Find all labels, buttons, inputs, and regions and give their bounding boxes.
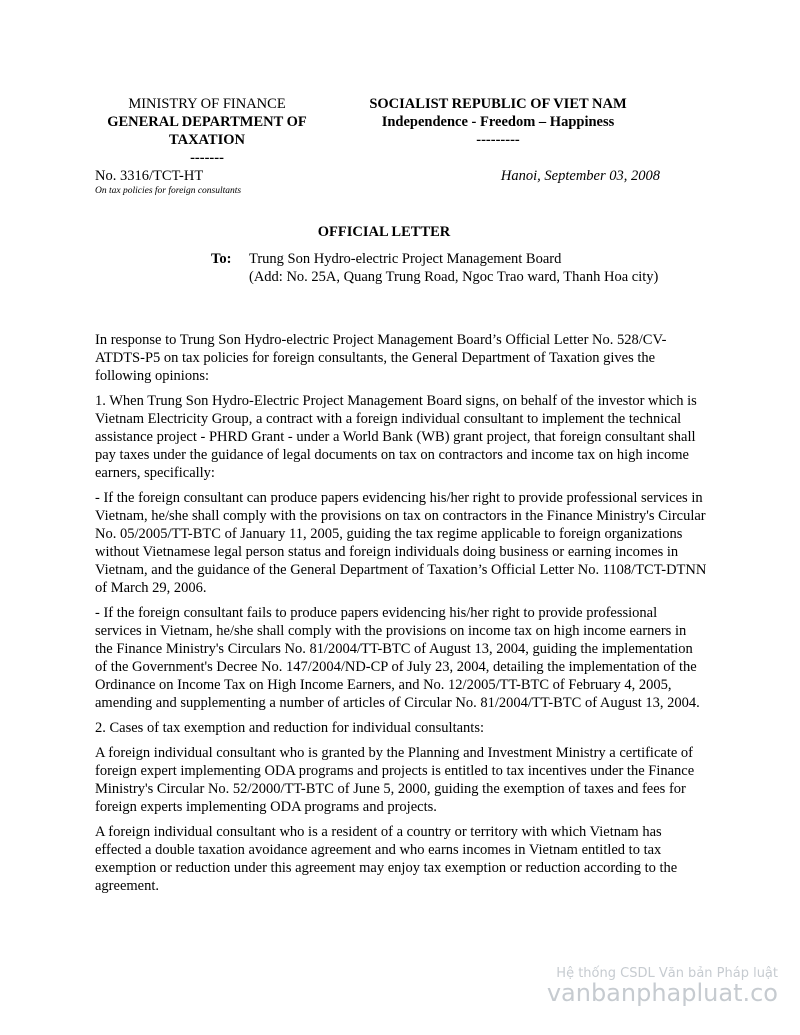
department-name-line2: TAXATION bbox=[169, 132, 245, 148]
recipient-label: To: bbox=[211, 251, 232, 267]
body-paragraph: A foreign individual consultant who is granted by the Planning and Investment Ministry a certificate of foreign expert implementing ODA programs and projects is entitled to tax incentives under the Finance Ministry's Circular No. 52/2000/TT-BTC of June 5, 2000, guiding the exemption of taxes and fees for foreign experts implementing ODA programs and projects. bbox=[95, 745, 695, 815]
country-name: SOCIALIST REPUBLIC OF VIET NAM bbox=[369, 96, 627, 112]
body-paragraph: A foreign individual consultant who is a resident of a country or territory with which Vietnam has effected a double taxation avoidance agreement and who earns incomes in Vietnam entitled to tax exemption or reduction under this agreement may enjoy tax exemption or reduction according to the agreement. bbox=[95, 824, 678, 894]
document-subject: On tax policies for foreign consultants bbox=[95, 186, 242, 196]
recipient-name: Trung Son Hydro-electric Project Management Board bbox=[249, 251, 562, 267]
body-paragraph: 2. Cases of tax exemption and reduction for individual consultants: bbox=[95, 720, 485, 736]
issuing-agency-header bbox=[82, 95, 332, 167]
document-number: No. 3316/TCT-HT bbox=[95, 168, 204, 184]
department-name-line1: GENERAL DEPARTMENT OF bbox=[107, 114, 307, 130]
body-paragraph: - If the foreign consultant fails to produce papers evidencing his/her right to provide professional services in Vietnam, he/she shall comply with the provisions on income tax on high income earners in the Finance Ministry's Circulars No. 81/2004/TT-BTC of August 13, 2004, guiding the implementation of the Government's Decree No. 147/2004/ND-CP of July 23, 2004, detailing the implementation of the Ordinance on Income Tax on High Income Earners, and No. 12/2005/TT-BTC of February 4, 2005, amending and supplementing a number of articles of Circular No. 81/2004/TT-BTC of August 13, 2004. bbox=[95, 605, 700, 711]
letter-body bbox=[95, 331, 707, 902]
body-paragraph: - If the foreign consultant can produce papers evidencing his/her right to provide professional services in Vietnam, he/she shall comply with the provisions on tax on contractors in the Finance Ministry's Circular No. 05/2005/TT-BTC of January 11, 2005, guiding the tax regime applicable to foreign organizations without Vietnamese legal person status and foreign individuals doing business or earning incomes in Vietnam, and the guidance of the General Department of Taxation’s Official Letter No. 1108/TCT-DTNN of March 29, 2006. bbox=[95, 490, 707, 596]
recipient-block bbox=[249, 250, 669, 286]
national-motto: Independence - Freedom – Happiness bbox=[381, 114, 615, 130]
agency-separator: ------- bbox=[190, 150, 224, 166]
national-separator: --------- bbox=[476, 132, 520, 148]
body-paragraph: In response to Trung Son Hydro-electric Project Management Board’s Official Letter No. 528/CV-ATDTS-P5 on tax policies for foreign consultants, the General Department of Taxation gives the following opinions: bbox=[95, 332, 667, 384]
ministry-name: MINISTRY OF FINANCE bbox=[128, 96, 286, 112]
recipient-address: (Add: No. 25A, Quang Trung Road, Ngoc Trao ward, Thanh Hoa city) bbox=[249, 269, 659, 285]
document-date: Hanoi, September 03, 2008 bbox=[500, 168, 660, 184]
watermark-site: vanbanphapluat.co bbox=[546, 979, 778, 1007]
body-paragraph: 1. When Trung Son Hydro-Electric Project Management Board signs, on behalf of the investor which is Vietnam Electricity Group, a contract with a foreign individual consultant to implement the technical assistance project - PHRD Grant - under a World Bank (WB) grant project, that foreign consultant shall pay taxes under the guidance of legal documents on tax on contractors and income tax on high income earners, specifically: bbox=[95, 393, 697, 481]
letter-title: OFFICIAL LETTER bbox=[317, 224, 451, 240]
watermark-caption: Hệ thống CSDL Văn bản Pháp luật bbox=[556, 966, 778, 981]
national-header bbox=[340, 95, 656, 149]
